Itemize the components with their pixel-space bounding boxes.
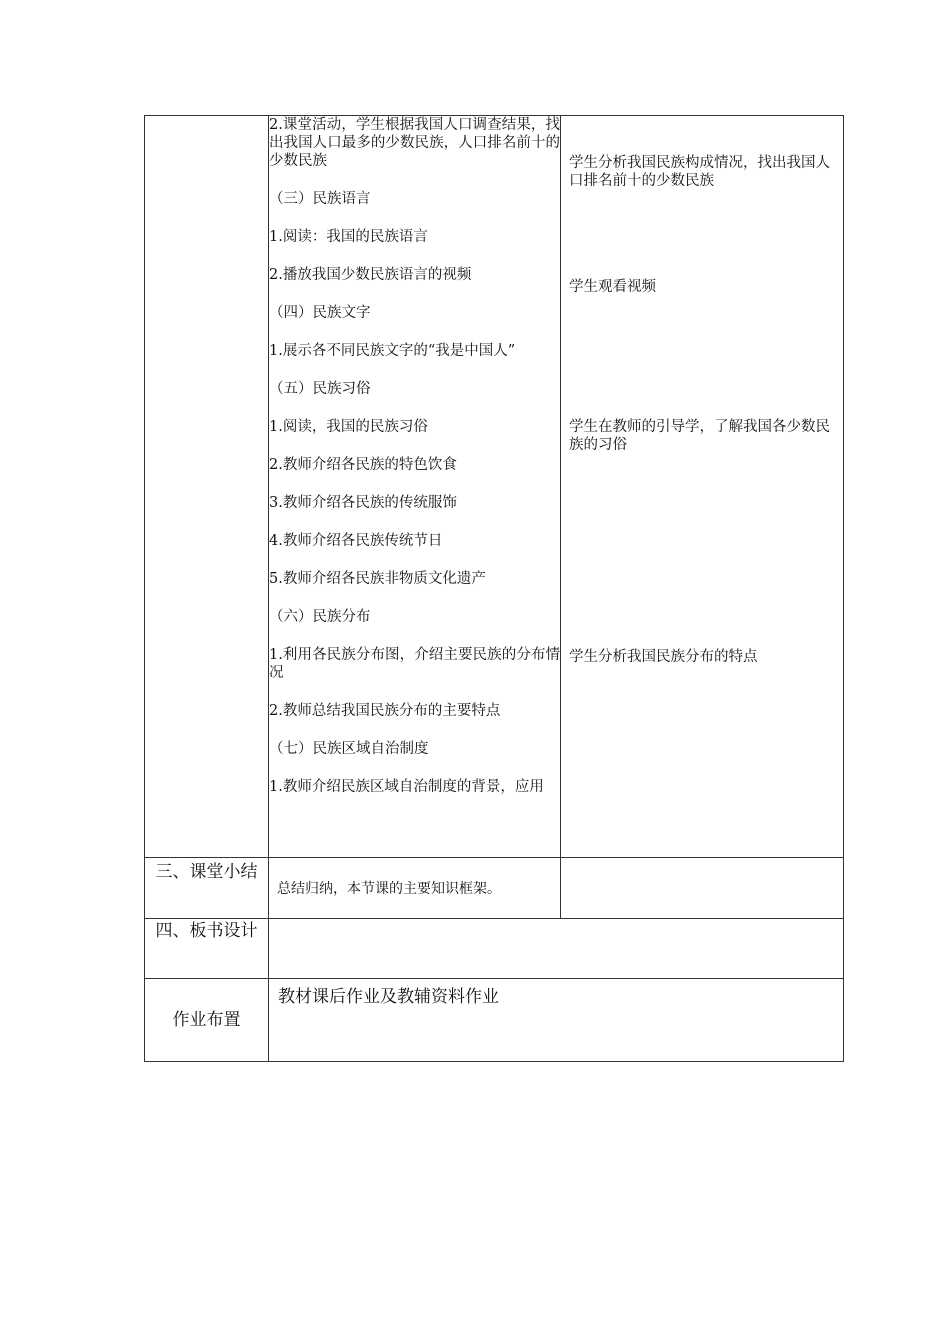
summary-label: 三、课堂小结 bbox=[145, 858, 269, 919]
activities-row bbox=[145, 116, 844, 858]
teacher-activity-item: 1.利用各民族分布图，介绍主要民族的分布情况 bbox=[269, 647, 560, 681]
teacher-activity-item: 3.教师介绍各民族的传统服饰 bbox=[269, 495, 457, 511]
teacher-activity-item: 2.教师总结我国民族分布的主要特点 bbox=[269, 703, 501, 719]
board-design-content bbox=[269, 919, 844, 979]
student-activity-item: 学生观看视频 bbox=[569, 279, 656, 295]
teacher-activity-item: （四）民族文字 bbox=[269, 305, 371, 321]
teacher-activity-item: （三）民族语言 bbox=[269, 191, 371, 207]
summary-student-cell bbox=[561, 858, 844, 919]
student-activity-item: 学生分析我国民族分布的特点 bbox=[569, 649, 758, 665]
teacher-activity-item: 2.播放我国少数民族语言的视频 bbox=[269, 267, 472, 283]
teacher-activity-item: 1.阅读，我国的民族习俗 bbox=[269, 419, 428, 435]
homework-content: 教材课后作业及教辅资料作业 bbox=[269, 979, 844, 1062]
teacher-activity-item: 1.教师介绍民族区域自治制度的背景，应用 bbox=[269, 779, 544, 795]
summary-row bbox=[145, 858, 844, 919]
teacher-activity-item: 4.教师介绍各民族传统节日 bbox=[269, 533, 443, 549]
summary-content: 总结归纳，本节课的主要知识框架。 bbox=[269, 858, 561, 919]
teacher-activity-item: 1.阅读：我国的民族语言 bbox=[269, 229, 428, 245]
board-design-row bbox=[145, 919, 844, 979]
teacher-activity-item: 1.展示各不同民族文字的“我是中国人” bbox=[269, 343, 516, 359]
teacher-activity-item: 2.课堂活动，学生根据我国人口调查结果，找出我国人口最多的少数民族，人口排名前十的少数民族 bbox=[269, 117, 560, 169]
teacher-activity-item: 5.教师介绍各民族非物质文化遗产 bbox=[269, 571, 486, 587]
homework-row bbox=[145, 979, 844, 1062]
student-activities-cell bbox=[561, 116, 844, 858]
board-design-label: 四、板书设计 bbox=[145, 919, 269, 979]
teacher-activity-item: （七）民族区域自治制度 bbox=[269, 741, 429, 757]
stage-cell-empty bbox=[145, 116, 269, 858]
student-activity-item: 学生在教师的引导学，了解我国各少数民族的习俗 bbox=[569, 419, 830, 453]
lesson-plan-table bbox=[144, 115, 844, 1062]
homework-label: 作业布置 bbox=[145, 979, 269, 1062]
teacher-activity-item: （六）民族分布 bbox=[269, 609, 371, 625]
student-activity-item: 学生分析我国民族构成情况，找出我国人口排名前十的少数民族 bbox=[569, 155, 830, 189]
teacher-activities-cell bbox=[269, 116, 561, 858]
teacher-activity-item: （五）民族习俗 bbox=[269, 381, 371, 397]
teacher-activity-item: 2.教师介绍各民族的特色饮食 bbox=[269, 457, 457, 473]
